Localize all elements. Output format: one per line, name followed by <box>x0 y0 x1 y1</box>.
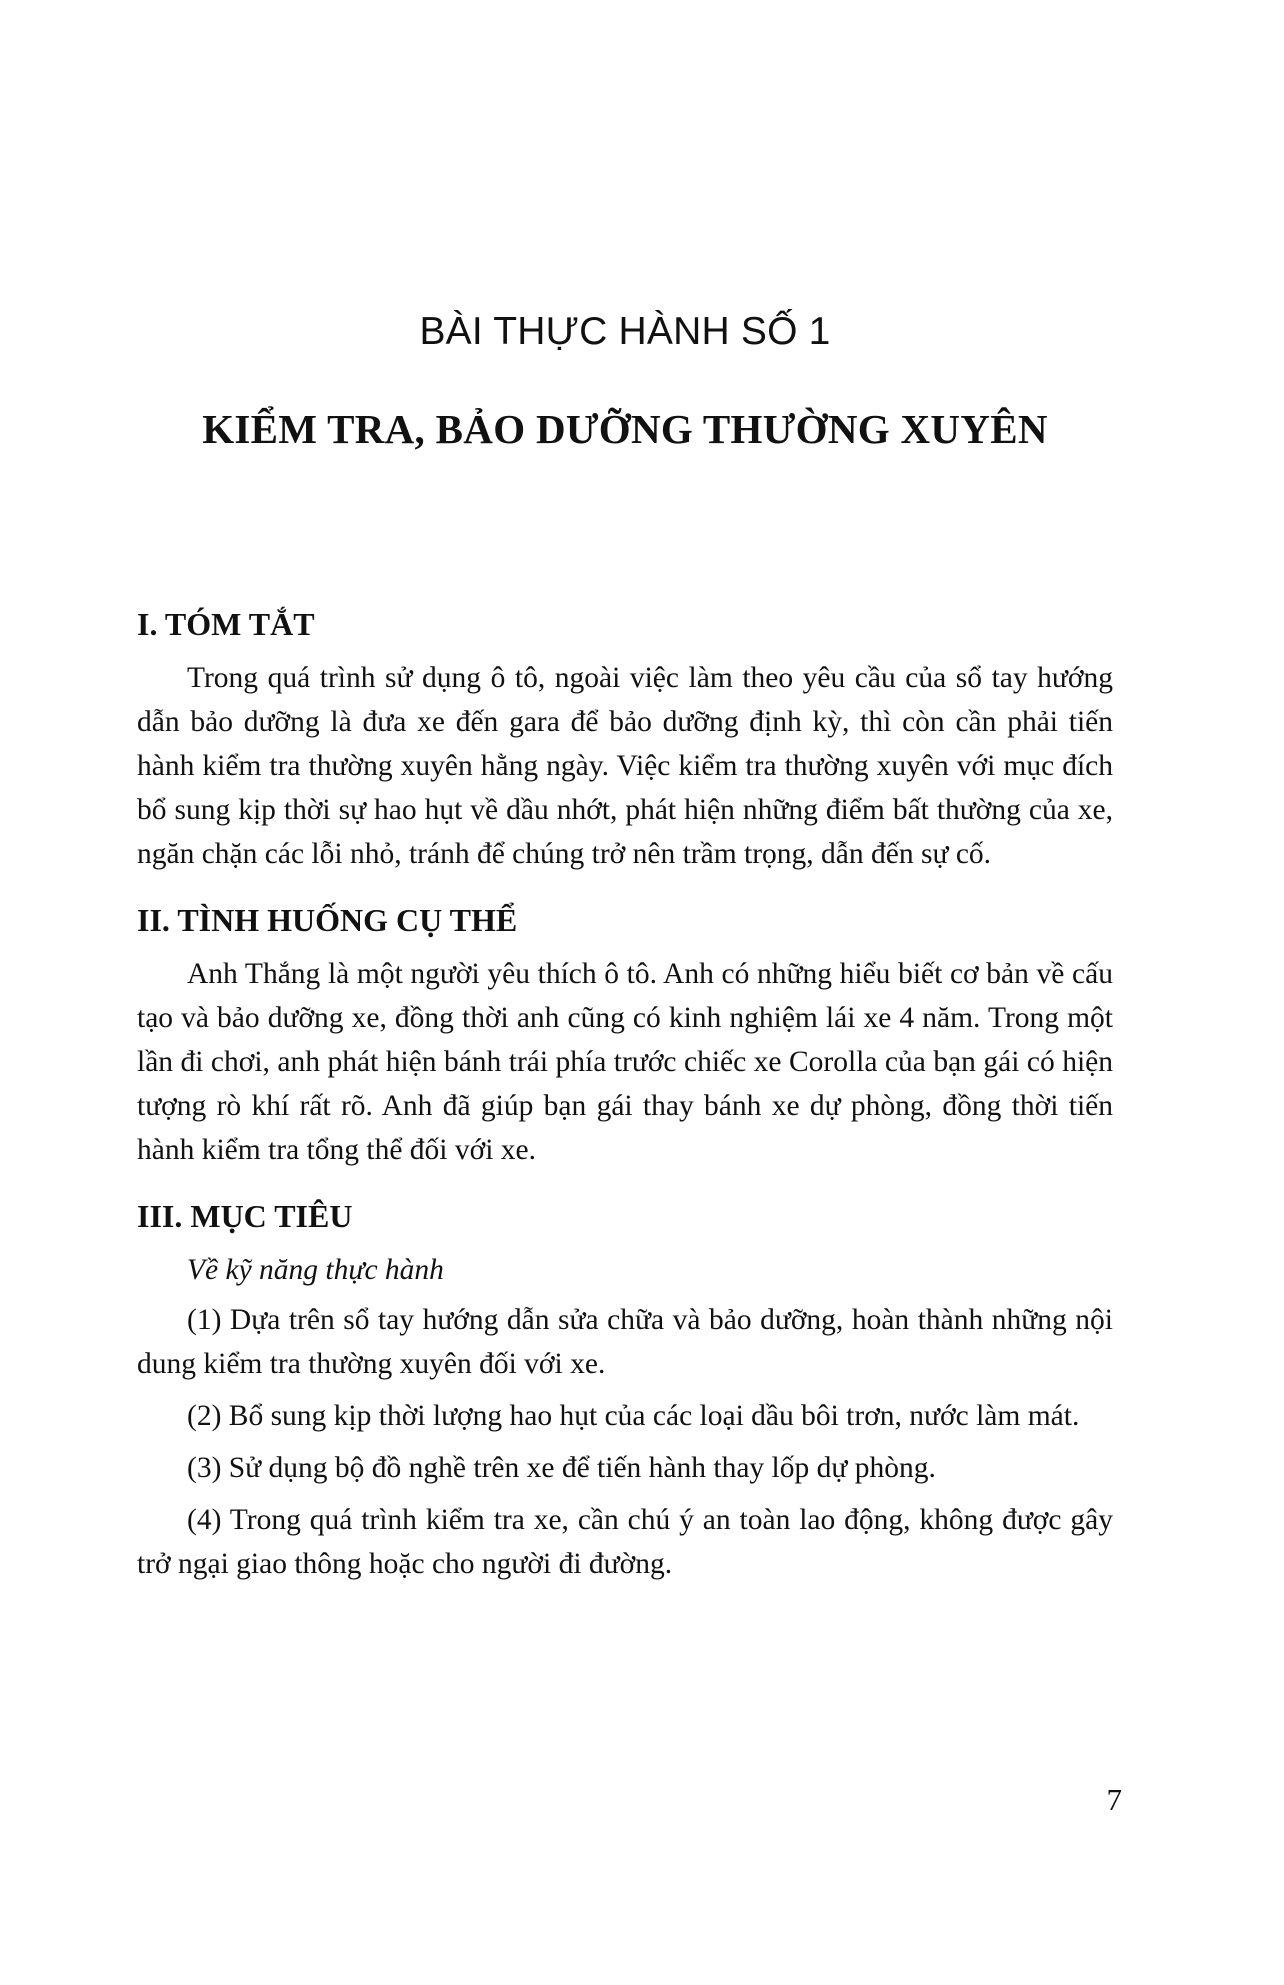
objectives-subheading: Về kỹ năng thực hành <box>187 1254 444 1286</box>
page-number: 7 <box>1106 1782 1122 1817</box>
objective-item: (3) Sử dụng bộ đồ nghề trên xe để tiến hành thay lốp dự phòng. <box>187 1452 936 1484</box>
situation-paragraph: Anh Thắng là một người yêu thích ô tô. Anh có những hiểu biết cơ bản về cấu tạo và bảo dưỡng xe, đồng thời anh cũng có kinh nghiệm lái xe 4 năm. Trong một lần đi chơi, anh phát hiện bánh trái phía trước chiếc xe Corolla của bạn gái có hiện tượng rò khí rất rõ. Anh đã giúp bạn gái thay bánh xe dự phòng, đồng thời tiến hành kiểm tra tổng thể đối với xe. <box>137 958 1113 1166</box>
section-heading-summary: I. TÓM TẮT <box>137 606 315 642</box>
summary-paragraph: Trong quá trình sử dụng ô tô, ngoài việc làm theo yêu cầu của sổ tay hướng dẫn bảo dưỡng là đưa xe đến gara để bảo dưỡng định kỳ, thì còn cần phải tiến hành kiểm tra thường xuyên hằng ngày. Việc kiểm tra thường xuyên với mục đích bổ sung kịp thời sự hao hụt về dầu nhớt, phát hiện những điểm bất thường của xe, ngăn chặn các lỗi nhỏ, tránh để chúng trở nên trầm trọng, dẫn đến sự cố. <box>137 662 1113 870</box>
section-heading-objectives: III. MỤC TIÊU <box>137 1198 353 1234</box>
objective-item: (2) Bổ sung kịp thời lượng hao hụt của các loại dầu bôi trơn, nước làm mát. <box>187 1400 1080 1432</box>
section-situation <box>137 894 1113 1172</box>
objective-item: (1) Dựa trên sổ tay hướng dẫn sửa chữa và bảo dưỡng, hoàn thành những nội dung kiểm tra thường xuyên đối với xe. <box>137 1304 1113 1380</box>
lesson-number: BÀI THỰC HÀNH SỐ 1 <box>419 310 831 353</box>
section-objectives <box>137 1190 1113 1586</box>
page-content <box>137 598 1113 1604</box>
section-heading-situation: II. TÌNH HUỐNG CỤ THỂ <box>137 902 518 938</box>
lesson-title: KIỂM TRA, BẢO DƯỠNG THƯỜNG XUYÊN <box>202 406 1048 452</box>
section-summary <box>137 598 1113 876</box>
objective-item: (4) Trong quá trình kiểm tra xe, cần chú ý an toàn lao động, không được gây trở ngại giao thông hoặc cho người đi đường. <box>137 1504 1113 1580</box>
